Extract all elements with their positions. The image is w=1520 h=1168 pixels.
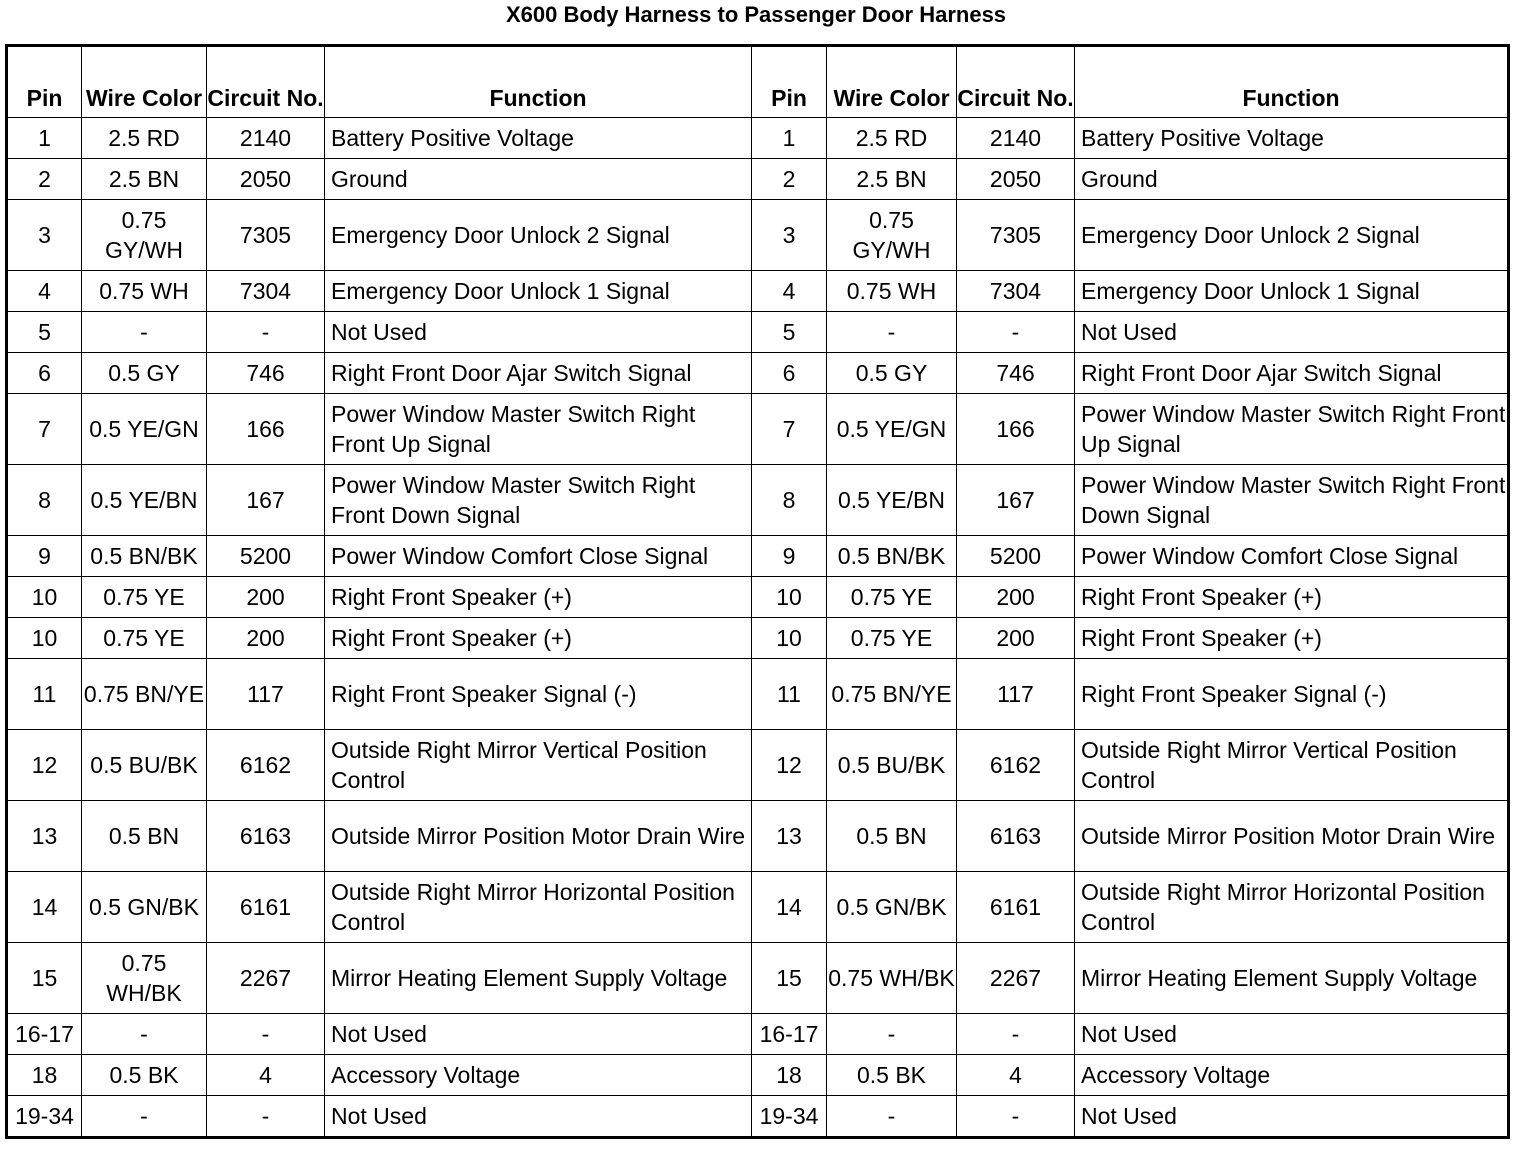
function-cell-right: Accessory Voltage bbox=[1075, 1055, 1509, 1096]
circuit-no-cell-right: 4 bbox=[957, 1055, 1075, 1096]
table-row bbox=[7, 353, 1509, 394]
wire-color-cell: 0.5 BK bbox=[82, 1055, 207, 1096]
pin-cell: 10 bbox=[7, 577, 82, 618]
table-body bbox=[7, 118, 1509, 1138]
function-cell: Power Window Comfort Close Signal bbox=[325, 536, 752, 577]
pin-cell-right: 9 bbox=[752, 536, 827, 577]
table-row bbox=[7, 577, 1509, 618]
circuit-no-cell: 4 bbox=[207, 1055, 325, 1096]
function-cell: Accessory Voltage bbox=[325, 1055, 752, 1096]
wire-color-cell-right: 0.5 BN/BK bbox=[827, 536, 957, 577]
function-cell-right: Not Used bbox=[1075, 1014, 1509, 1055]
header-wire-color: Wire Color bbox=[82, 46, 207, 118]
wire-color-cell: 0.75 WH/BK bbox=[82, 943, 207, 1014]
pin-cell-right: 10 bbox=[752, 577, 827, 618]
pin-cell-right: 14 bbox=[752, 872, 827, 943]
circuit-no-cell: 2050 bbox=[207, 159, 325, 200]
function-cell-right: Right Front Door Ajar Switch Signal bbox=[1075, 353, 1509, 394]
circuit-no-cell-right: 2140 bbox=[957, 118, 1075, 159]
circuit-no-cell: 7304 bbox=[207, 271, 325, 312]
wire-color-cell: 0.75 WH bbox=[82, 271, 207, 312]
pin-cell-right: 12 bbox=[752, 730, 827, 801]
circuit-no-cell-right: 167 bbox=[957, 465, 1075, 536]
pin-cell: 3 bbox=[7, 200, 82, 271]
pin-cell: 6 bbox=[7, 353, 82, 394]
pin-cell: 15 bbox=[7, 943, 82, 1014]
wire-color-cell: - bbox=[82, 312, 207, 353]
wire-color-cell: 2.5 BN bbox=[82, 159, 207, 200]
circuit-no-cell: 2267 bbox=[207, 943, 325, 1014]
pin-cell-right: 5 bbox=[752, 312, 827, 353]
function-cell-right: Right Front Speaker (+) bbox=[1075, 577, 1509, 618]
function-cell-right: Power Window Master Switch Right Front Up Signal bbox=[1075, 394, 1509, 465]
table-row bbox=[7, 618, 1509, 659]
connector-table bbox=[5, 44, 1510, 1139]
table-row bbox=[7, 312, 1509, 353]
pin-cell: 7 bbox=[7, 394, 82, 465]
header-circuit-no-right: Circuit No. bbox=[957, 46, 1075, 118]
wire-color-cell: 0.5 BN/BK bbox=[82, 536, 207, 577]
function-cell: Right Front Speaker Signal (-) bbox=[325, 659, 752, 730]
circuit-no-cell: 6163 bbox=[207, 801, 325, 872]
pin-cell: 5 bbox=[7, 312, 82, 353]
pin-cell: 9 bbox=[7, 536, 82, 577]
function-cell: Outside Right Mirror Horizontal Position Control bbox=[325, 872, 752, 943]
circuit-no-cell: - bbox=[207, 312, 325, 353]
function-cell-right: Power Window Comfort Close Signal bbox=[1075, 536, 1509, 577]
wire-color-cell-right: 0.75 WH bbox=[827, 271, 957, 312]
pin-cell-right: 3 bbox=[752, 200, 827, 271]
pin-cell: 10 bbox=[7, 618, 82, 659]
function-cell-right: Not Used bbox=[1075, 1096, 1509, 1138]
wire-color-cell: 0.75 YE bbox=[82, 618, 207, 659]
wire-color-cell: 0.5 YE/GN bbox=[82, 394, 207, 465]
circuit-no-cell-right: 166 bbox=[957, 394, 1075, 465]
wire-color-cell-right: 0.75 WH/BK bbox=[827, 943, 957, 1014]
header-wire-color-right: Wire Color bbox=[827, 46, 957, 118]
wire-color-cell: 2.5 RD bbox=[82, 118, 207, 159]
table-row bbox=[7, 118, 1509, 159]
table-row bbox=[7, 801, 1509, 872]
circuit-no-cell: - bbox=[207, 1096, 325, 1138]
circuit-no-cell-right: 6163 bbox=[957, 801, 1075, 872]
circuit-no-cell-right: 5200 bbox=[957, 536, 1075, 577]
wire-color-cell-right: - bbox=[827, 1014, 957, 1055]
pin-cell-right: 2 bbox=[752, 159, 827, 200]
circuit-no-cell-right: - bbox=[957, 1096, 1075, 1138]
wire-color-cell: 0.5 YE/BN bbox=[82, 465, 207, 536]
function-cell-right: Right Front Speaker Signal (-) bbox=[1075, 659, 1509, 730]
function-cell: Battery Positive Voltage bbox=[325, 118, 752, 159]
pin-cell-right: 18 bbox=[752, 1055, 827, 1096]
function-cell: Power Window Master Switch Right Front Down Signal bbox=[325, 465, 752, 536]
circuit-no-cell-right: 200 bbox=[957, 577, 1075, 618]
function-cell-right: Outside Right Mirror Horizontal Position Control bbox=[1075, 872, 1509, 943]
pin-cell-right: 19-34 bbox=[752, 1096, 827, 1138]
function-cell: Outside Mirror Position Motor Drain Wire bbox=[325, 801, 752, 872]
wire-color-cell: 0.5 GY bbox=[82, 353, 207, 394]
function-cell-right: Emergency Door Unlock 1 Signal bbox=[1075, 271, 1509, 312]
wire-color-cell: 0.5 BU/BK bbox=[82, 730, 207, 801]
table-row bbox=[7, 200, 1509, 271]
function-cell-right: Ground bbox=[1075, 159, 1509, 200]
table-header-row bbox=[7, 46, 1509, 118]
circuit-no-cell: 117 bbox=[207, 659, 325, 730]
wire-color-cell-right: 0.75 GY/WH bbox=[827, 200, 957, 271]
circuit-no-cell: 6162 bbox=[207, 730, 325, 801]
pin-cell-right: 13 bbox=[752, 801, 827, 872]
wire-color-cell-right: 0.75 YE bbox=[827, 618, 957, 659]
wire-color-cell-right: 0.5 BN bbox=[827, 801, 957, 872]
wire-color-cell-right: 0.75 YE bbox=[827, 577, 957, 618]
pin-cell-right: 6 bbox=[752, 353, 827, 394]
circuit-no-cell-right: 200 bbox=[957, 618, 1075, 659]
wire-color-cell-right: 0.5 GY bbox=[827, 353, 957, 394]
wire-color-cell-right: 0.5 YE/BN bbox=[827, 465, 957, 536]
function-cell: Right Front Speaker (+) bbox=[325, 577, 752, 618]
page-title: X600 Body Harness to Passenger Door Harness bbox=[505, 2, 1007, 27]
circuit-no-cell-right: 6161 bbox=[957, 872, 1075, 943]
circuit-no-cell: 7305 bbox=[207, 200, 325, 271]
header-function: Function bbox=[325, 46, 752, 118]
function-cell: Not Used bbox=[325, 312, 752, 353]
table-row bbox=[7, 1096, 1509, 1138]
table-row bbox=[7, 730, 1509, 801]
circuit-no-cell: 200 bbox=[207, 618, 325, 659]
pin-cell: 14 bbox=[7, 872, 82, 943]
wire-color-cell: 0.75 YE bbox=[82, 577, 207, 618]
header-function-right: Function bbox=[1075, 46, 1509, 118]
circuit-no-cell-right: 117 bbox=[957, 659, 1075, 730]
wire-color-cell: 0.5 BN bbox=[82, 801, 207, 872]
pin-cell: 13 bbox=[7, 801, 82, 872]
pin-cell-right: 4 bbox=[752, 271, 827, 312]
circuit-no-cell-right: 7305 bbox=[957, 200, 1075, 271]
circuit-no-cell-right: 2050 bbox=[957, 159, 1075, 200]
wire-color-cell: - bbox=[82, 1014, 207, 1055]
table-row bbox=[7, 465, 1509, 536]
function-cell: Right Front Speaker (+) bbox=[325, 618, 752, 659]
table-row bbox=[7, 872, 1509, 943]
circuit-no-cell: 746 bbox=[207, 353, 325, 394]
pin-cell-right: 1 bbox=[752, 118, 827, 159]
circuit-no-cell: 166 bbox=[207, 394, 325, 465]
circuit-no-cell-right: - bbox=[957, 312, 1075, 353]
pin-cell-right: 8 bbox=[752, 465, 827, 536]
header-pin: Pin bbox=[7, 46, 82, 118]
wire-color-cell: 0.5 GN/BK bbox=[82, 872, 207, 943]
wire-color-cell-right: 0.5 YE/GN bbox=[827, 394, 957, 465]
table-row bbox=[7, 1014, 1509, 1055]
pin-cell-right: 11 bbox=[752, 659, 827, 730]
wire-color-cell-right: 2.5 RD bbox=[827, 118, 957, 159]
circuit-no-cell-right: - bbox=[957, 1014, 1075, 1055]
circuit-no-cell: 200 bbox=[207, 577, 325, 618]
function-cell: Right Front Door Ajar Switch Signal bbox=[325, 353, 752, 394]
header-pin-right: Pin bbox=[752, 46, 827, 118]
table-row bbox=[7, 943, 1509, 1014]
pin-cell: 2 bbox=[7, 159, 82, 200]
function-cell-right: Power Window Master Switch Right Front Down Signal bbox=[1075, 465, 1509, 536]
circuit-no-cell-right: 2267 bbox=[957, 943, 1075, 1014]
function-cell-right: Battery Positive Voltage bbox=[1075, 118, 1509, 159]
table-row bbox=[7, 271, 1509, 312]
table-row bbox=[7, 394, 1509, 465]
wire-color-cell-right: - bbox=[827, 1096, 957, 1138]
function-cell-right: Right Front Speaker (+) bbox=[1075, 618, 1509, 659]
wire-color-cell: - bbox=[82, 1096, 207, 1138]
pin-cell: 19-34 bbox=[7, 1096, 82, 1138]
pin-cell-right: 7 bbox=[752, 394, 827, 465]
function-cell: Ground bbox=[325, 159, 752, 200]
function-cell: Emergency Door Unlock 1 Signal bbox=[325, 271, 752, 312]
function-cell: Outside Right Mirror Vertical Position Control bbox=[325, 730, 752, 801]
wire-color-cell-right: 2.5 BN bbox=[827, 159, 957, 200]
wire-color-cell-right: 0.75 BN/YE bbox=[827, 659, 957, 730]
pin-cell: 4 bbox=[7, 271, 82, 312]
pin-cell-right: 15 bbox=[752, 943, 827, 1014]
circuit-no-cell-right: 6162 bbox=[957, 730, 1075, 801]
table-row bbox=[7, 536, 1509, 577]
pin-cell: 12 bbox=[7, 730, 82, 801]
circuit-no-cell-right: 746 bbox=[957, 353, 1075, 394]
function-cell-right: Mirror Heating Element Supply Voltage bbox=[1075, 943, 1509, 1014]
pin-cell: 1 bbox=[7, 118, 82, 159]
circuit-no-cell: - bbox=[207, 1014, 325, 1055]
table-row bbox=[7, 159, 1509, 200]
function-cell-right: Not Used bbox=[1075, 312, 1509, 353]
function-cell-right: Outside Right Mirror Vertical Position Control bbox=[1075, 730, 1509, 801]
circuit-no-cell: 6161 bbox=[207, 872, 325, 943]
wire-color-cell-right: 0.5 GN/BK bbox=[827, 872, 957, 943]
pin-cell: 11 bbox=[7, 659, 82, 730]
wire-color-cell: 0.75 GY/WH bbox=[82, 200, 207, 271]
function-cell: Power Window Master Switch Right Front Up Signal bbox=[325, 394, 752, 465]
wire-color-cell-right: 0.5 BU/BK bbox=[827, 730, 957, 801]
wire-color-cell-right: - bbox=[827, 312, 957, 353]
circuit-no-cell-right: 7304 bbox=[957, 271, 1075, 312]
pin-cell: 18 bbox=[7, 1055, 82, 1096]
pin-cell: 16-17 bbox=[7, 1014, 82, 1055]
function-cell-right: Emergency Door Unlock 2 Signal bbox=[1075, 200, 1509, 271]
table-row bbox=[7, 659, 1509, 730]
table-row bbox=[7, 1055, 1509, 1096]
function-cell-right: Outside Mirror Position Motor Drain Wire bbox=[1075, 801, 1509, 872]
wire-color-cell: 0.75 BN/YE bbox=[82, 659, 207, 730]
wire-color-cell-right: 0.5 BK bbox=[827, 1055, 957, 1096]
pin-cell-right: 10 bbox=[752, 618, 827, 659]
header-circuit-no: Circuit No. bbox=[207, 46, 325, 118]
function-cell: Mirror Heating Element Supply Voltage bbox=[325, 943, 752, 1014]
function-cell: Emergency Door Unlock 2 Signal bbox=[325, 200, 752, 271]
pin-cell-right: 16-17 bbox=[752, 1014, 827, 1055]
circuit-no-cell: 2140 bbox=[207, 118, 325, 159]
function-cell: Not Used bbox=[325, 1096, 752, 1138]
circuit-no-cell: 5200 bbox=[207, 536, 325, 577]
circuit-no-cell: 167 bbox=[207, 465, 325, 536]
function-cell: Not Used bbox=[325, 1014, 752, 1055]
pin-cell: 8 bbox=[7, 465, 82, 536]
